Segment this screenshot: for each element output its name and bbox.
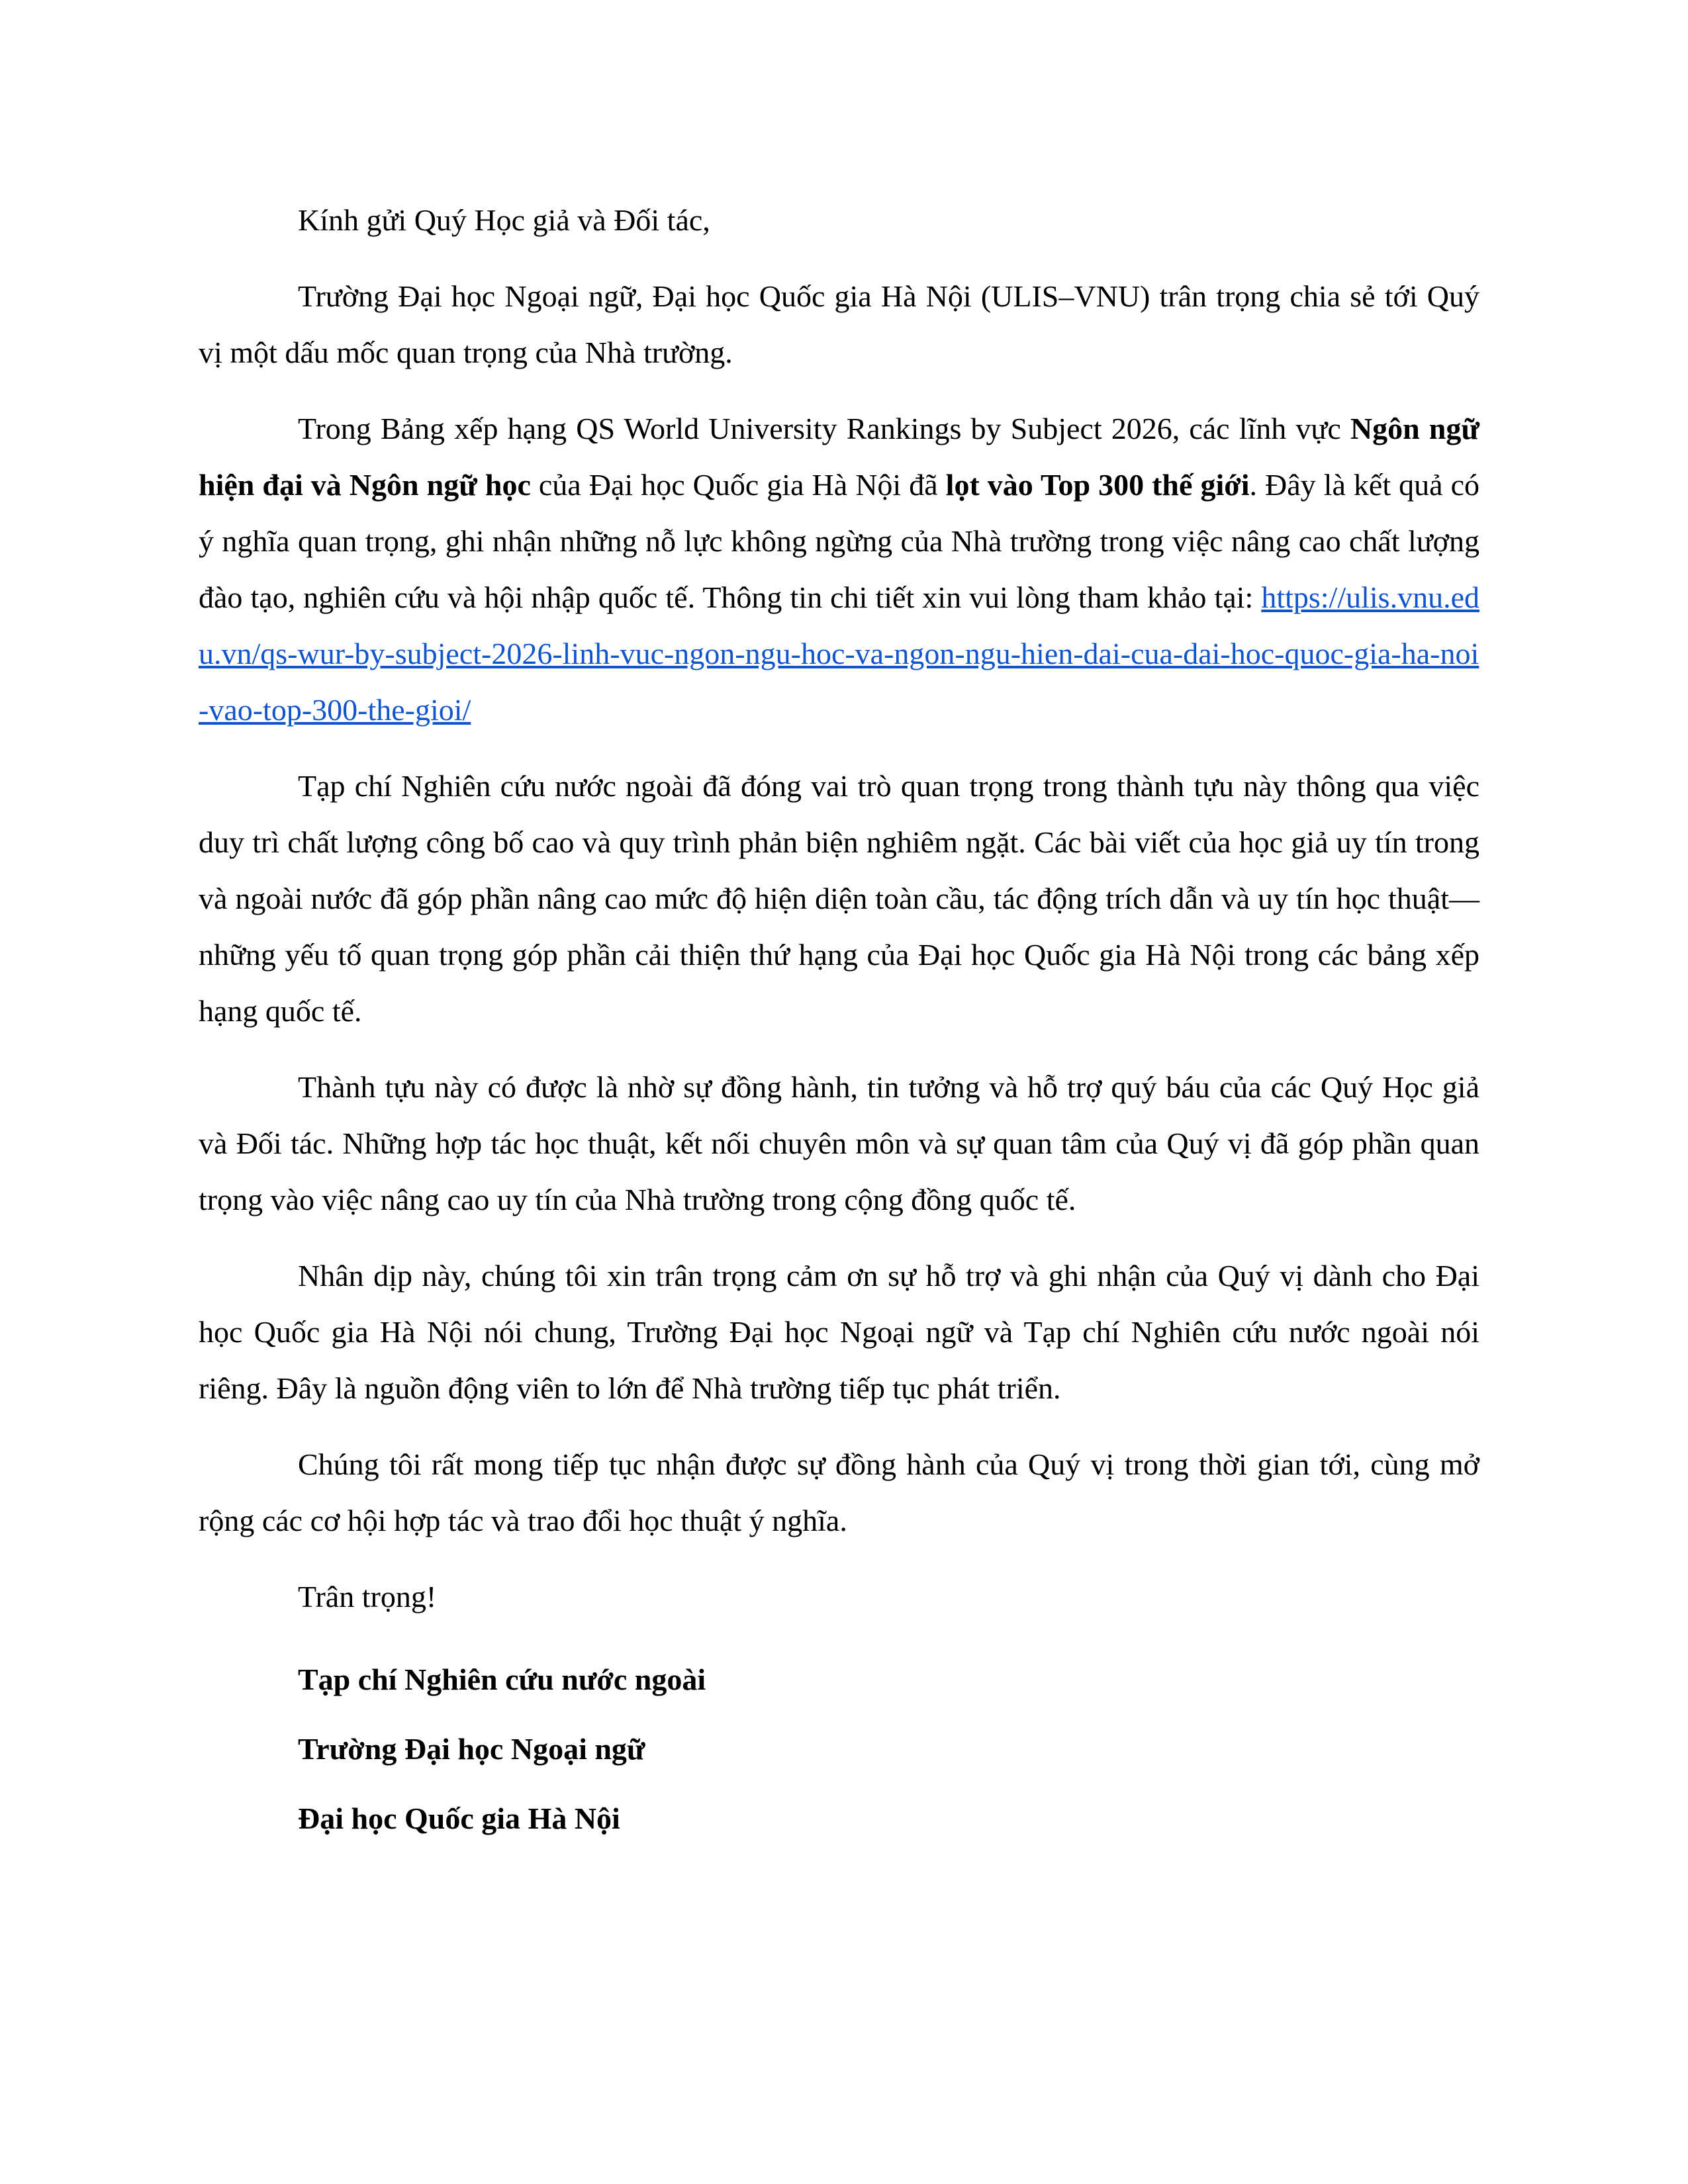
intro-paragraph: Trường Đại học Ngoại ngữ, Đại học Quốc gia Hà Nội (ULIS–VNU) trân trọng chia sẻ tới Quý vị một dấu mốc quan trọng của Nhà trường. <box>199 279 1479 369</box>
ranking-top300-bold: lọt vào Top 300 thế giới <box>945 468 1250 502</box>
ranking-subject-bold: Ngôn ngữ hiện đại và Ngôn ngữ học <box>199 412 1479 502</box>
ranking-text-1: Trong Bảng xếp hạng QS World University Rankings by Subject 2026, các lĩnh vực <box>298 412 1350 445</box>
closing-salutation: Trân trọng! <box>298 1580 437 1614</box>
letter-page <box>199 192 1479 1853</box>
hope-paragraph: Chúng tôi rất mong tiếp tục nhận được sự đồng hành của Quý vị trong thời gian tới, cùng mở rộng các cơ hội hợp tác và trao đổi học thuật ý nghĩa. <box>199 1447 1479 1537</box>
signature-vnu: Đại học Quốc gia Hà Nội <box>298 1801 620 1835</box>
ranking-text-3: . Đây là kết quả có ý nghĩa quan trọng, ghi nhận những nỗ lực không ngừng của Nhà trường trong việc nâng cao chất lượng đào tạo, nghiên cứu và hội nhập quốc tế. Thông tin chi tiết xin vui lòng tham khảo tại: <box>199 468 1479 614</box>
ranking-article-link[interactable]: https://ulis.vnu.edu.vn/qs-wur-by-subject-2026-linh-vuc-ngon-ngu-hoc-va-ngon-ngu-hien-dai-cua-dai-hoc-quoc-gia-ha-noi-vao-top-300-the-gioi/ <box>199 580 1479 727</box>
signature-journal: Tạp chí Nghiên cứu nước ngoài <box>298 1662 706 1696</box>
thanks-paragraph: Nhân dịp này, chúng tôi xin trân trọng cảm ơn sự hỗ trợ và ghi nhận của Quý vị dành cho Đại học Quốc gia Hà Nội nói chung, Trường Đại học Ngoại ngữ và Tạp chí Nghiên cứu nước ngoài nói riêng. Đây là nguồn động viên to lớn để Nhà trường tiếp tục phát triển. <box>199 1259 1479 1405</box>
ranking-paragraph <box>199 400 1479 738</box>
achievement-paragraph: Thành tựu này có được là nhờ sự đồng hành, tin tưởng và hỗ trợ quý báu của các Quý Học giả và Đối tác. Những hợp tác học thuật, kết nối chuyên môn và sự quan tâm của Quý vị đã góp phần quan trọng vào việc nâng cao uy tín của Nhà trường trong cộng đồng quốc tế. <box>199 1070 1479 1216</box>
journal-paragraph: Tạp chí Nghiên cứu nước ngoài đã đóng vai trò quan trọng trong thành tựu này thông qua việc duy trì chất lượng công bố cao và quy trình phản biện nghiêm ngặt. Các bài viết của học giả uy tín trong và ngoài nước đã góp phần nâng cao mức độ hiện diện toàn cầu, tác động trích dẫn và uy tín học thuật—những yếu tố quan trọng góp phần cải thiện thứ hạng của Đại học Quốc gia Hà Nội trong các bảng xếp hạng quốc tế. <box>199 769 1479 1028</box>
signature-university: Trường Đại học Ngoại ngữ <box>298 1732 645 1766</box>
signature-block <box>199 1645 1479 1853</box>
letter-greeting: Kính gửi Quý Học giả và Đối tác, <box>298 203 710 237</box>
ranking-text-2: của Đại học Quốc gia Hà Nội đã <box>530 468 946 502</box>
